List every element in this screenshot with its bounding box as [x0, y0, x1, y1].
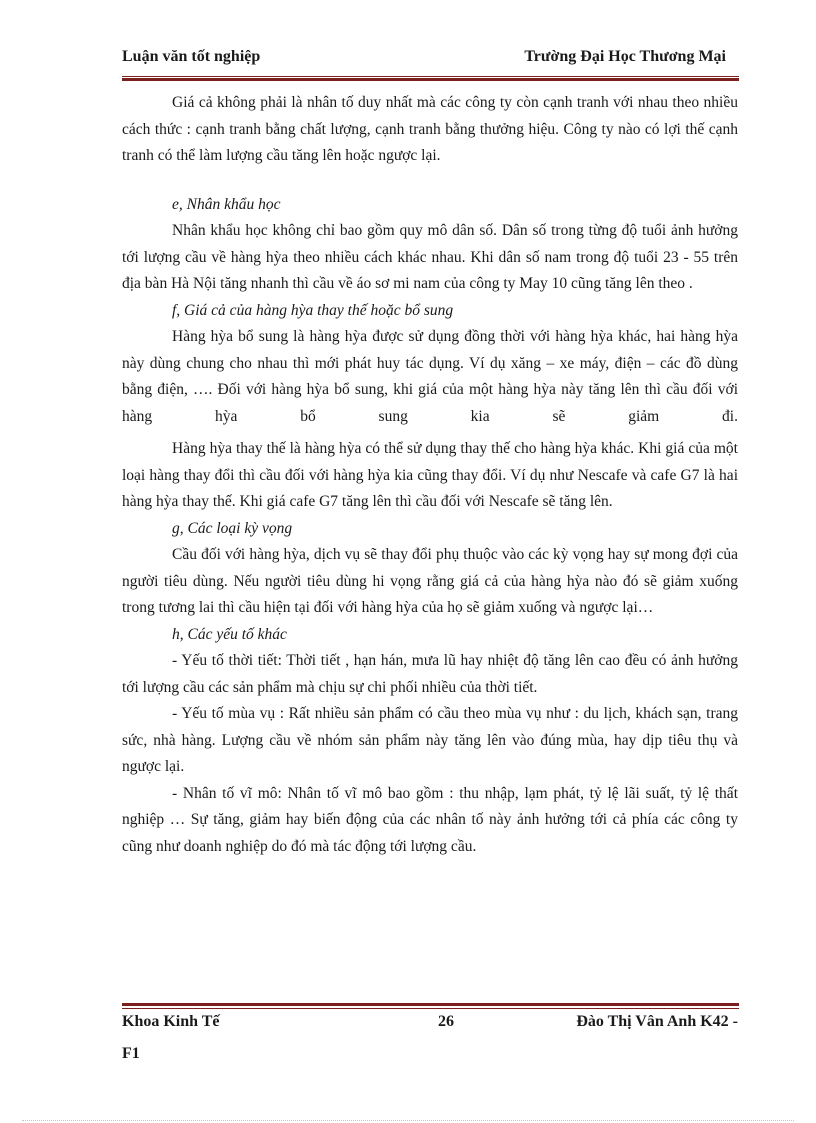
paragraph-expectations: Cầu đối với hàng hỳa, dịch vụ sẽ thay đổi phụ thuộc vào các kỳ vọng hay sự mong đợi của người tiêu dùng. Nếu người tiêu dùng hi vọng rằng giá cả của hàng hỳa nào đó sẽ giảm xuống trong tương lai thì cầu hiện tại đối với hàng hỳa của họ sẽ giảm xuống và ngược lại… [122, 546, 738, 616]
header-university: Trường Đại Học Thương Mại [524, 48, 726, 65]
page-number: 26 [438, 1013, 454, 1030]
paragraph-price-competition: Giá cả không phải là nhân tố duy nhất mà các công ty còn cạnh tranh với nhau theo nhiều cách thức : cạnh tranh bằng chất lượng, cạnh tranh bằng thưởng hiệu. Công ty nào có lợi thế cạnh tranh có thể làm lượng cầu tăng lên hoặc ngược lại. [122, 94, 738, 164]
paragraph-demographics: Nhân khẩu học không chỉ bao gồm quy mô dân số. Dân số trong từng độ tuổi ảnh hưởng tới lượng cầu về hàng hỳa theo nhiều cách khác nhau. Khi dân số nam trong độ tuổi 23 - 55 trên địa bàn Hà Nội tăng nhanh thì cầu về áo sơ mi nam của công ty May 10 cũng tăng lên theo . [122, 222, 738, 292]
header-thesis-title: Luận văn tốt nghiệp [122, 48, 261, 65]
section-heading-demographics: e, Nhân khẩu học [172, 195, 281, 213]
list-item-seasonal: - Yếu tố mùa vụ : Rất nhiều sản phẩm có cầu theo mùa vụ như : du lịch, khách sạn, trang sức, nhà hàng. Lượng cầu về nhóm sản phẩm này tăng lên vào đúng mùa, hay dịp tiêu thụ và ngược lại. [122, 705, 738, 775]
page-bottom-border [22, 1120, 794, 1121]
section-heading-expectations: g, Các loại kỳ vọng [172, 519, 293, 537]
footer-author: Đào Thị Vân Anh K42 - [576, 1013, 738, 1030]
footer-faculty: Khoa Kinh Tế [122, 1013, 220, 1030]
header-rule [122, 74, 739, 81]
footer-author-class: F1 [122, 1045, 140, 1062]
page-body [122, 90, 738, 860]
page-header [122, 48, 738, 72]
section-heading-substitute-complement: f, Giá cả của hàng hỳa thay thế hoặc bổ sung [172, 301, 454, 319]
list-item-macro: - Nhân tố vĩ mô: Nhân tố vĩ mô bao gồm : thu nhập, lạm phát, tỷ lệ lãi suất, tỷ lệ thất nghiệp … Sự tăng, giảm hay biến động của các nhân tố này ảnh hưởng tới cả phía các công ty cũng như doanh nghiệp do đó mà tác động tới lượng cầu. [122, 784, 738, 855]
paragraph-substitute-goods: Hàng hỳa thay thế là hàng hỳa có thể sử dụng thay thế cho hàng hỳa khác. Khi giá của một loại hàng thay đổi thì cầu đối với hàng hỳa kia cũng thay đổi. Ví dụ như Nescafe và cafe G7 là hai hàng hỳa thay thế. Khi giá cafe G7 tăng lên thì cầu đối với Nescafe sẽ tăng lên. [122, 440, 738, 510]
paragraph-complement-goods: Hàng hỳa bổ sung là hàng hỳa được sử dụng đồng thời với hàng hỳa khác, hai hàng hỳa này dùng chung cho nhau thì mới phát huy tác dụng. Ví dụ xăng – xe máy, điện – các đồ dùng bằng điện, …. Đối với hàng hỳa bổ sung, khi giá của một hàng hỳa này tăng lên thì cầu đối với hàng hỳa bổ sung kia sẽ giảm đi. [122, 328, 738, 425]
section-heading-other-factors: h, Các yếu tố khác [172, 625, 287, 643]
list-item-weather: - Yếu tố thời tiết: Thời tiết , hạn hán, mưa lũ hay nhiệt độ tăng lên cao đều có ảnh hưởng tới lượng cầu các sản phẩm mà chịu sự chi phối nhiều của thời tiết. [122, 652, 738, 696]
footer-rule [122, 1003, 739, 1009]
